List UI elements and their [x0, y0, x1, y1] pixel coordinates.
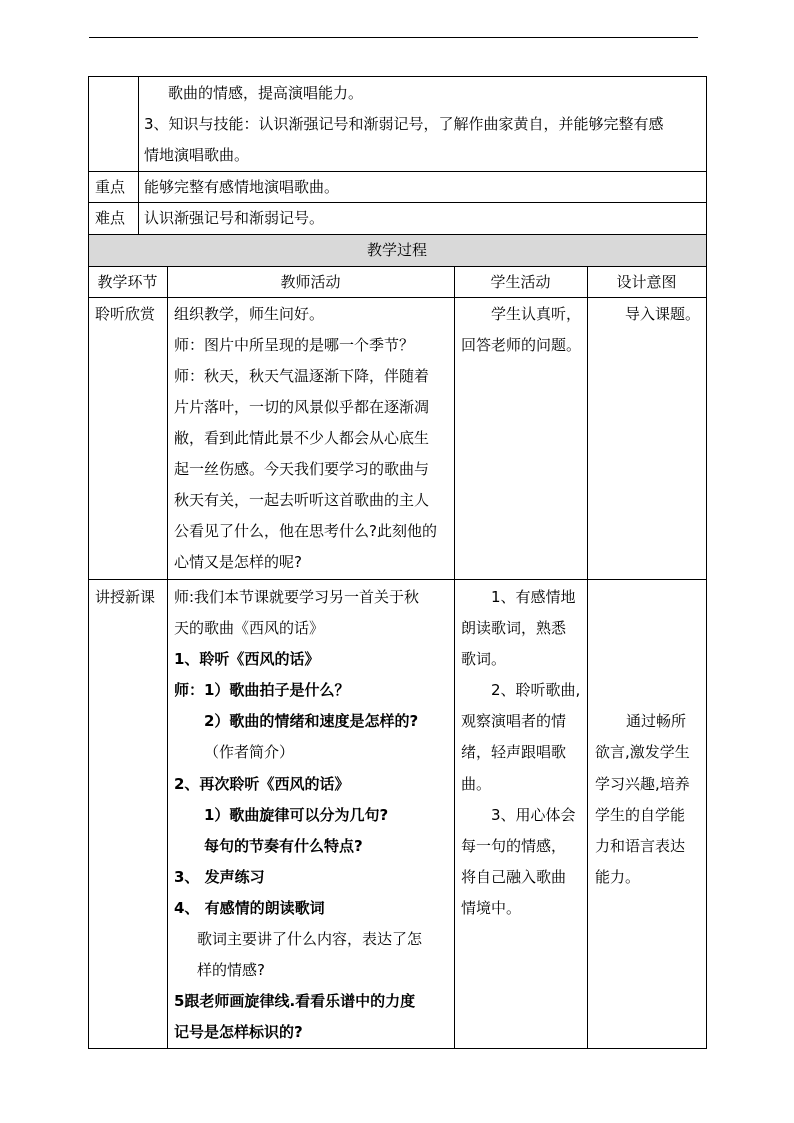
row2-student-line: 1、有感情地 — [491, 588, 576, 606]
table-border-left — [88, 76, 89, 1049]
row2-stage: 讲授新课 — [95, 588, 156, 606]
objective-line: 情地演唱歌曲。 — [144, 146, 250, 164]
row2-student-line: 2、聆听歌曲, — [491, 681, 581, 699]
row1-student-line: 学生认真听， — [491, 305, 582, 323]
header-stage: 教学环节 — [97, 273, 158, 291]
row2-teacher-line: 4、 有感情的朗读歌词 — [174, 899, 325, 917]
row2-intent-line: 学生的自学能 — [595, 806, 686, 824]
header-intent: 设计意图 — [616, 273, 677, 291]
header-teacher: 教师活动 — [280, 273, 341, 291]
row2-teacher-line: 歌词主要讲了什么内容，表达了怎 — [197, 930, 423, 948]
row1-teacher-line: 片片落叶，一切的风景似乎都在逐渐凋 — [174, 398, 430, 416]
row1-stage: 聆听欣赏 — [95, 305, 156, 323]
row2-teacher-line: 师：1）歌曲拍子是什么？ — [174, 681, 350, 699]
row2-intent-line: 力和语言表达 — [595, 837, 686, 855]
row2-teacher-line: 1、聆听《西风的话》 — [174, 650, 320, 668]
row2-teacher-line: 每句的节奏有什么特点? — [204, 837, 363, 855]
difficulty-text: 认识渐强记号和渐弱记号。 — [144, 209, 325, 227]
row2-teacher-line: 1）歌曲旋律可以分为几句? — [204, 806, 389, 824]
table-col-divider — [138, 76, 139, 234]
row1-intent-line: 导入课题。 — [625, 305, 701, 323]
page-header-rule — [89, 37, 698, 38]
table-col-divider — [167, 266, 168, 1049]
row2-student-line: 绪，轻声跟唱歌 — [461, 743, 567, 761]
row1-teacher-line: 组织教学，师生问好。 — [174, 305, 325, 323]
row2-intent-line: 能力。 — [595, 868, 641, 886]
row2-student-line: 朗读歌词，熟悉 — [461, 619, 567, 637]
row2-intent-line: 通过畅所 — [626, 712, 687, 730]
row1-student-line: 回答老师的问题。 — [461, 336, 582, 354]
table-border-top — [88, 76, 707, 77]
row2-teacher-line: 3、 发声练习 — [174, 868, 265, 886]
key-point-label: 重点 — [95, 178, 126, 196]
row2-student-line: 曲。 — [461, 775, 492, 793]
row1-teacher-line: 起一丝伤感。今天我们要学习的歌曲与 — [174, 460, 430, 478]
row2-teacher-line: 样的情感? — [197, 961, 265, 979]
row2-student-line: 歌词。 — [461, 650, 507, 668]
row1-teacher-line: 秋天有关，一起去听听这首歌曲的主人 — [174, 491, 430, 509]
objective-line: 3、知识与技能：认识渐强记号和渐弱记号，了解作曲家黄自，并能够完整有感 — [144, 115, 664, 133]
row2-teacher-line: 5跟老师画旋律线.看看乐谱中的力度 — [174, 992, 416, 1010]
row2-student-line: 观察演唱者的情 — [461, 712, 567, 730]
row2-intent-line: 学习兴趣,培养 — [595, 775, 690, 793]
table-rule — [88, 234, 707, 235]
row1-teacher-line: 心情又是怎样的呢? — [174, 553, 302, 571]
row2-teacher-line: （作者简介） — [204, 743, 295, 761]
table-rule — [88, 266, 707, 267]
objective-line: 歌曲的情感，提高演唱能力。 — [168, 84, 364, 102]
row2-teacher-line: 天的歌曲《西风的话》 — [174, 619, 325, 637]
row1-teacher-line: 公看见了什么，他在思考什么?此刻他的 — [174, 522, 437, 540]
table-rule — [88, 171, 707, 172]
difficulty-label: 难点 — [95, 209, 126, 227]
row2-student-line: 3、用心体会 — [491, 806, 576, 824]
row2-teacher-line: 2）歌曲的情绪和速度是怎样的? — [204, 712, 419, 730]
row2-intent-line: 欲言,激发学生 — [595, 743, 690, 761]
row2-teacher-line: 2、再次聆听《西风的话》 — [174, 775, 350, 793]
table-col-divider — [454, 266, 455, 1049]
table-rule — [88, 202, 707, 203]
key-point-text: 能够完整有感情地演唱歌曲。 — [144, 178, 340, 196]
row2-teacher-line: 记号是怎样标识的? — [174, 1023, 303, 1041]
row1-teacher-line: 敝，看到此情此景不少人都会从心底生 — [174, 429, 430, 447]
table-rule — [88, 579, 707, 580]
row1-teacher-line: 师：图片中所呈现的是哪一个季节？ — [174, 336, 415, 354]
row2-student-line: 将自己融入歌曲 — [461, 868, 567, 886]
table-col-divider — [587, 266, 588, 1049]
table-border-bottom — [88, 1048, 707, 1049]
row2-student-line: 情境中。 — [461, 899, 522, 917]
table-border-right — [706, 76, 707, 1049]
row2-student-line: 每一句的情感， — [461, 837, 567, 855]
table-rule — [88, 297, 707, 298]
row2-teacher-line: 师:我们本节课就要学习另一首关于秋 — [174, 588, 420, 606]
process-title: 教学过程 — [366, 241, 427, 259]
row1-teacher-line: 师：秋天，秋天气温逐渐下降，伴随着 — [174, 367, 430, 385]
header-student: 学生活动 — [490, 273, 551, 291]
